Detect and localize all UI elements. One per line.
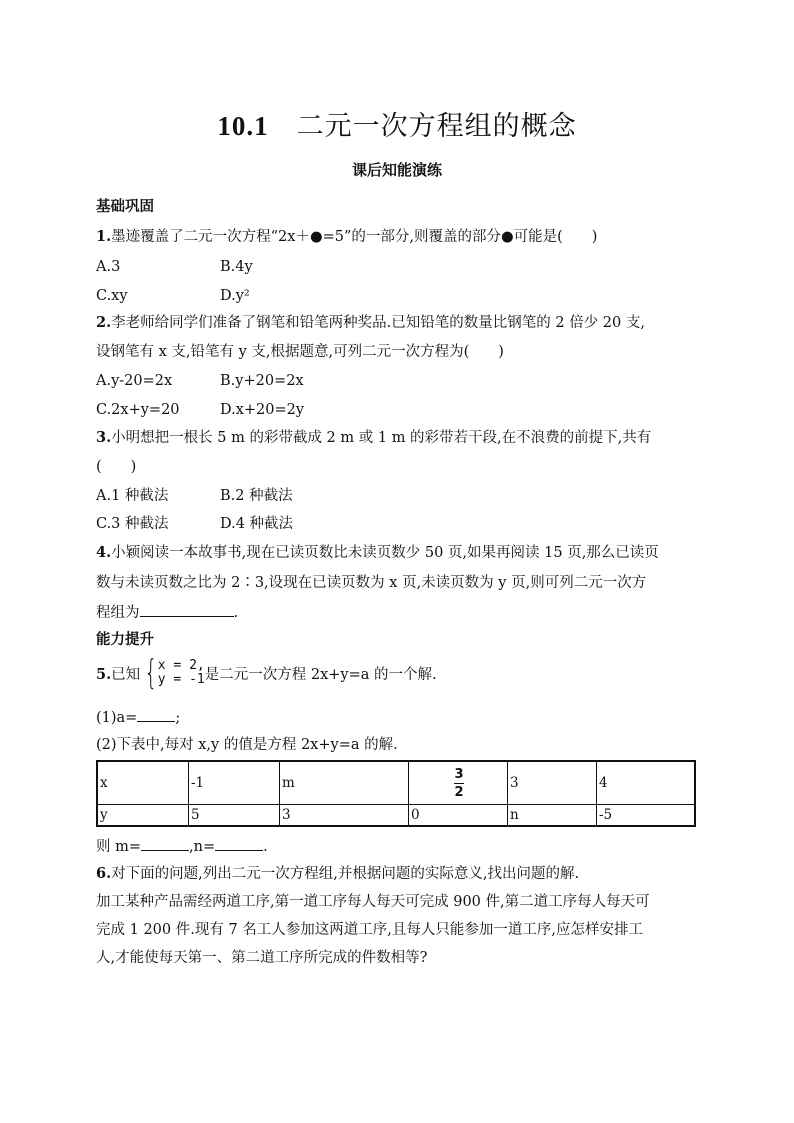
- question-5-part-2: (2)下表中,每对 x,y 的值是方程 2x+y=a 的解.: [96, 737, 398, 753]
- question-6-line-3: 完成 1 200 件.现有 7 名工人参加这两道工序,且每人只能参加一道工序,应怎样安排工: [96, 922, 643, 938]
- section-title: 二元一次方程组的概念: [296, 111, 577, 142]
- table-cell: 3: [508, 761, 597, 805]
- question-3: [96, 428, 651, 448]
- question-5-answers: [96, 836, 268, 857]
- question-number: 2.: [96, 314, 112, 331]
- table-cell: -5: [597, 805, 696, 827]
- table-cell: 5: [189, 805, 280, 827]
- table-row-y: [97, 805, 695, 827]
- question-text: 小颖阅读一本故事书,现在已读页数比未读页数少 50 页,如果再阅读 15 页,那么已读页: [111, 545, 659, 561]
- option-a[interactable]: A.y-20=2x: [96, 373, 173, 389]
- answer-blank-m[interactable]: [141, 836, 189, 851]
- table-cell: -1: [189, 761, 280, 805]
- question-5-part-1: [96, 707, 180, 728]
- punctuation: .: [233, 605, 239, 621]
- part-text: (1)a=: [96, 710, 138, 726]
- question-text: 对下面的问题,列出二元一次方程组,并根据问题的实际意义,找出问题的解.: [111, 866, 580, 882]
- question-text: 墨迹覆盖了二元一次方程“2x＋●=5”的一部分,则覆盖的部分●可能是( ): [111, 229, 598, 245]
- question-6: [96, 864, 579, 884]
- equation-1: x = 2,: [157, 658, 205, 673]
- option-d[interactable]: D.x+20=2y: [220, 402, 305, 418]
- question-text: 程组为: [96, 605, 140, 621]
- option-d[interactable]: D.y²: [220, 288, 250, 304]
- section-heading-advanced: 能力提升: [96, 631, 154, 648]
- question-text: 小明想把一根长 5 m 的彩带截成 2 m 或 1 m 的彩带若干段,在不浪费的前提下,共有: [111, 430, 652, 446]
- option-b[interactable]: B.4y: [220, 259, 253, 275]
- question-number: 3.: [96, 429, 112, 446]
- answer-blank[interactable]: [140, 602, 234, 617]
- fraction-numerator: 3: [454, 766, 464, 782]
- question-2-line-2: 设钢笔有 x 支,铅笔有 y 支,根据题意,可列二元一次方程为( ): [96, 344, 504, 360]
- equation-2: y = -1: [157, 672, 205, 687]
- table-cell: m: [280, 761, 409, 805]
- option-a[interactable]: A.1 种截法: [96, 488, 169, 504]
- question-number: 6.: [96, 865, 112, 882]
- table-row-x: [97, 761, 695, 805]
- question-number: 1.: [96, 228, 112, 245]
- table-cell: n: [508, 805, 597, 827]
- question-2: [96, 313, 645, 333]
- option-c[interactable]: C.2x+y=20: [96, 402, 180, 418]
- question-5: [96, 653, 437, 693]
- answer-label-m: 则 m=: [96, 839, 142, 855]
- question-text-cont: 是二元一次方程 2x+y=a 的一个解.: [204, 667, 437, 683]
- question-number: 4.: [96, 544, 112, 561]
- answer-blank[interactable]: [137, 707, 175, 722]
- question-1: [96, 227, 597, 247]
- fraction: [454, 767, 463, 800]
- option-b[interactable]: B.y+20=2x: [220, 373, 304, 389]
- question-text: 李老师给同学们准备了钢笔和铅笔两种奖品.已知铅笔的数量比钢笔的 2 倍少 20 支,: [111, 315, 645, 331]
- option-b[interactable]: B.2 种截法: [220, 488, 293, 504]
- table-cell: y: [97, 805, 189, 827]
- table-cell: 4: [597, 761, 696, 805]
- table-cell: x: [97, 761, 189, 805]
- question-4-line-2: 数与未读页数之比为 2∶3,设现在已读页数为 x 页,未读页数为 y 页,则可列二元一次方: [96, 575, 647, 591]
- answer-blank-n[interactable]: [215, 836, 263, 851]
- section-heading-basic: 基础巩固: [96, 198, 154, 215]
- section-number: 10.1: [217, 111, 269, 141]
- table-cell: 3: [280, 805, 409, 827]
- question-6-line-4: 人,才能使每天第一、第二道工序所完成的件数相等?: [96, 950, 428, 966]
- question-3-line-2: ( ): [96, 459, 137, 475]
- option-c[interactable]: C.xy: [96, 288, 128, 304]
- brace-symbol: {: [144, 653, 158, 693]
- table-cell-fraction: [409, 761, 508, 805]
- option-c[interactable]: C.3 种截法: [96, 516, 169, 532]
- punctuation: ;: [175, 710, 181, 726]
- option-d[interactable]: D.4 种截法: [220, 516, 294, 532]
- punctuation: .: [263, 839, 268, 855]
- option-a[interactable]: A.3: [96, 259, 121, 275]
- question-number: 5.: [96, 666, 112, 683]
- values-table: [96, 760, 696, 827]
- fraction-denominator: 2: [454, 784, 464, 800]
- table-cell: 0: [409, 805, 508, 827]
- answer-label-n: ,n=: [189, 839, 216, 855]
- question-text: 已知: [111, 667, 141, 683]
- question-6-line-2: 加工某种产品需经两道工序,第一道工序每人每天可完成 900 件,第二道工序每人每天可: [96, 894, 650, 910]
- question-4-line-3: [96, 602, 238, 623]
- equation-system: [140, 653, 205, 693]
- question-4: [96, 543, 659, 563]
- page-title: [0, 104, 794, 143]
- page-subtitle: 课后知能演练: [351, 161, 442, 179]
